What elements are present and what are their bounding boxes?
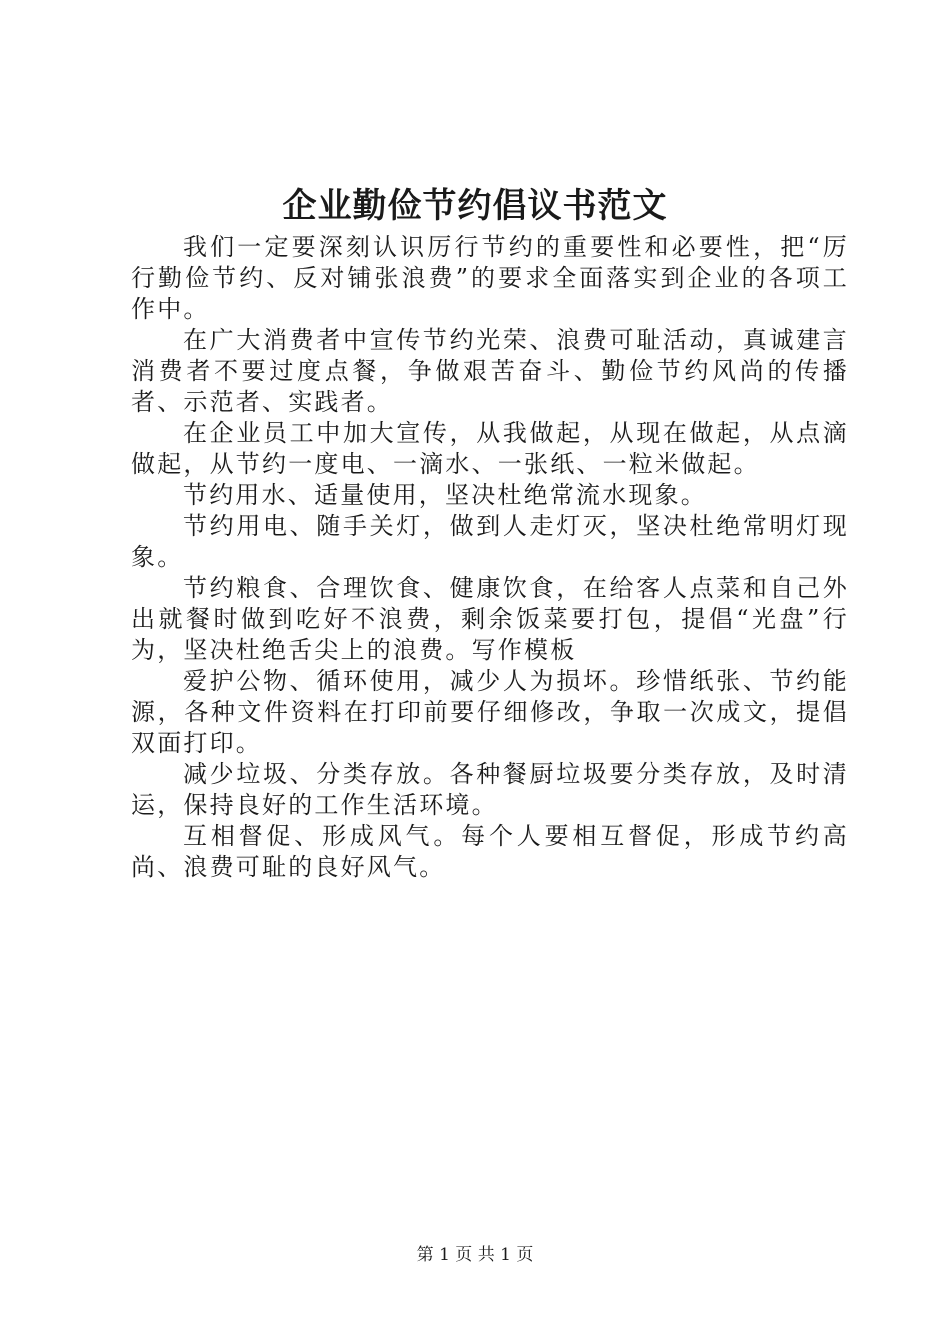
paragraph: 互相督促、形成风气。每个人要相互督促，形成节约高尚、浪费可耻的良好风气。 [131, 822, 849, 881]
document-body [131, 232, 849, 883]
paragraph: 我们一定要深刻认识厉行节约的重要性和必要性，把“厉行勤俭节约、反对铺张浪费”的要求全面落实到企业的各项工作中。 [131, 233, 849, 323]
paragraph: 减少垃圾、分类存放。各种餐厨垃圾要分类存放，及时清运，保持良好的工作生活环境。 [131, 760, 849, 819]
paragraph: 节约粮食、合理饮食、健康饮食，在给客人点菜和自己外出就餐时做到吃好不浪费，剩余饭菜要打包，提倡“光盘”行为，坚决杜绝舌尖上的浪费。写作模板 [131, 574, 849, 664]
page-number-footer: 第 1 页 共 1 页 [416, 1245, 534, 1265]
paragraph: 在广大消费者中宣传节约光荣、浪费可耻活动，真诚建言消费者不要过度点餐，争做艰苦奋斗、勤俭节约风尚的传播者、示范者、实践者。 [131, 326, 849, 416]
paragraph: 节约用电、随手关灯，做到人走灯灭，坚决杜绝常明灯现象。 [131, 512, 849, 571]
paragraph: 节约用水、适量使用，坚决杜绝常流水现象。 [183, 481, 707, 509]
paragraph: 爱护公物、循环使用，减少人为损坏。珍惜纸张、节约能源，各种文件资料在打印前要仔细修改，争取一次成文，提倡双面打印。 [131, 667, 849, 757]
paragraph: 在企业员工中加大宣传，从我做起，从现在做起，从点滴做起，从节约一度电、一滴水、一张纸、一粒米做起。 [131, 419, 849, 478]
document-title: 企业勤俭节约倡议书范文 [282, 186, 668, 226]
